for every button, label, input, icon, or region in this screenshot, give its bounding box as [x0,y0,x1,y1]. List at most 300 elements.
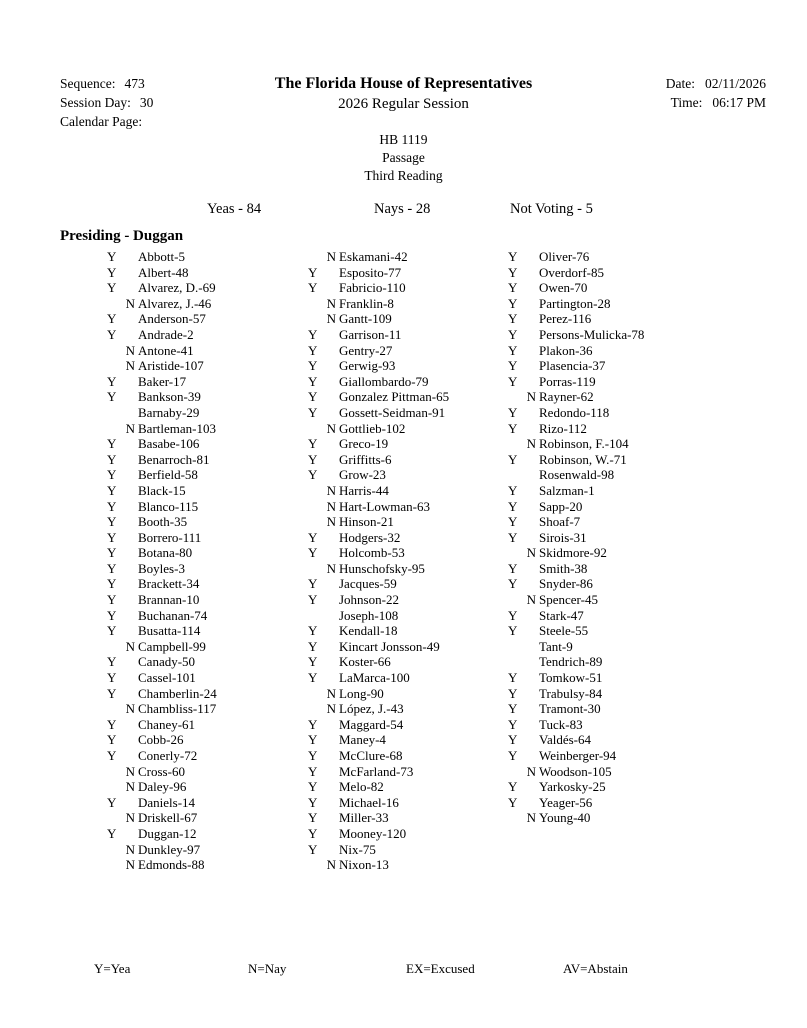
vote-row [308,265,449,281]
vote-letter: Y [508,607,518,623]
member-name: Rayner-62 [539,389,594,405]
vote-row [308,467,449,483]
calendar-page-label: Calendar Page: [60,114,143,129]
legend-yea: Y=Yea [94,961,131,976]
vote-row [107,249,217,265]
member-name: Fabricio-110 [339,280,406,296]
vote-letter: Y [107,716,117,732]
vote-row [107,265,217,281]
legend-abstain: AV=Abstain [563,961,628,976]
vote-row [508,561,644,577]
member-name: LaMarca-100 [339,670,410,686]
sequence-label: Sequence: [60,76,116,91]
vote-row [107,296,217,312]
vote-row [508,374,644,390]
member-name: Smith-38 [539,560,588,576]
member-name: Chaney-61 [138,716,196,732]
vote-letter: Y [308,779,318,795]
vote-row [508,311,644,327]
vote-row [107,826,217,842]
member-name: Esposito-77 [339,264,402,280]
vote-letter: Y [107,326,117,342]
vote-letter: Y [508,451,518,467]
vote-letter: Y [308,373,318,389]
vote-row [107,561,217,577]
vote-row [308,561,449,577]
vote-letter: Y [107,825,117,841]
vote-letter: Y [308,404,318,420]
vote-row [107,389,217,405]
vote-letter: N [125,701,135,717]
vote-row [308,249,449,265]
vote-letter: Y [508,716,518,732]
vote-letter: Y [107,498,117,514]
vote-row [308,576,449,592]
date-label: Date: [665,76,695,91]
vote-letter: Y [107,607,117,623]
vote-letter: N [526,545,536,561]
vote-row [107,576,217,592]
member-name: Brannan-10 [138,592,200,608]
vote-letter: Y [508,732,518,748]
member-name: Valdés-64 [539,732,591,748]
member-name: Grow-23 [339,467,386,483]
vote-row [308,701,449,717]
member-name: Robinson, F.-104 [539,436,629,452]
member-name: Rosenwald-98 [539,467,615,483]
member-name: Sirois-31 [539,529,587,545]
vote-letter: N [125,358,135,374]
vote-letter: N [125,779,135,795]
member-name: Melo-82 [339,779,384,795]
member-name: Bankson-39 [138,389,201,405]
vote-letter: Y [308,716,318,732]
vote-letter: Y [508,685,518,701]
vote-letter: N [125,841,135,857]
member-name: Antone-41 [138,342,194,358]
session-day-value: 30 [139,95,154,110]
vote-row [308,810,449,826]
vote-letter: Y [107,280,117,296]
vote-row [508,467,644,483]
member-name: Jacques-59 [339,576,397,592]
vote-letter: Y [308,638,318,654]
vote-letter: Y [508,482,518,498]
vote-letter: Y [107,545,117,561]
nays-total: Nays - 28 [374,201,431,217]
member-name: Anderson-57 [138,311,206,327]
vote-letter: N [326,420,336,436]
vote-letter: N [125,638,135,654]
member-name: Black-15 [138,482,186,498]
vote-row [508,483,644,499]
vote-letter: Y [308,623,318,639]
vote-letter: Y [508,576,518,592]
member-name: Weinberger-94 [539,748,617,763]
vote-row [308,389,449,405]
member-name: Tramont-30 [539,701,601,717]
member-name: Boyles-3 [138,560,185,576]
vote-row [107,857,217,873]
vote-letter: N [125,857,135,873]
member-name: Redondo-118 [539,404,610,420]
vote-row [308,530,449,546]
vote-letter: Y [508,779,518,795]
vote-row [107,623,217,639]
member-name: Skidmore-92 [539,545,607,561]
member-name: Cassel-101 [138,670,196,686]
vote-row [508,405,644,421]
vote-letter: Y [107,560,117,576]
member-name: Shoaf-7 [539,514,581,530]
vote-row [508,795,644,811]
vote-letter: Y [107,794,117,810]
member-name: Tant-9 [539,638,573,654]
member-name: Giallombardo-79 [339,373,429,389]
vote-row [308,764,449,780]
member-name: López, J.-43 [339,701,404,717]
time-line [666,93,766,112]
bill-block [0,131,807,185]
vote-row [107,592,217,608]
vote-row [107,670,217,686]
vote-letter: N [526,763,536,779]
vote-row [308,795,449,811]
vote-row [107,639,217,655]
vote-letter: Y [308,264,318,280]
member-name: Basabe-106 [138,436,200,452]
time-label: Time: [670,95,703,110]
vote-row [308,639,449,655]
page-title: The Florida House of Representatives [274,75,533,92]
yeas-total: Yeas - 84 [207,201,262,217]
vote-letter: N [526,436,536,452]
vote-row [107,374,217,390]
vote-row [308,374,449,390]
vote-row [107,280,217,296]
vote-letter: Y [508,264,518,280]
vote-letter: Y [508,373,518,389]
vote-row [508,436,644,452]
member-name: Aristide-107 [138,358,204,374]
vote-row [508,717,644,733]
vote-row [107,483,217,499]
vote-row [508,810,644,826]
member-name: Gantt-109 [339,311,392,327]
member-name: Duggan-12 [138,825,197,841]
member-name: Garrison-11 [339,326,402,342]
vote-row [508,748,644,764]
member-name: Cobb-26 [138,732,184,748]
vote-row [308,623,449,639]
vote-row [508,452,644,468]
vote-row [308,436,449,452]
member-name: Dunkley-97 [138,841,201,857]
vote-letter: Y [308,467,318,483]
vote-letter: Y [508,420,518,436]
member-name: Salzman-1 [539,482,595,498]
vote-letter: Y [107,373,117,389]
vote-row [308,327,449,343]
vote-row [508,280,644,296]
time-value: 06:17 PM [712,95,766,110]
vote-letter: N [326,498,336,514]
vote-letter: Y [107,670,117,686]
vote-letter: Y [508,794,518,810]
vote-letter: N [125,810,135,826]
member-name: Overdorf-85 [539,264,604,280]
vote-row [308,280,449,296]
vote-row [107,686,217,702]
vote-row [107,748,217,764]
vote-letter: Y [508,280,518,296]
member-name: Young-40 [539,810,591,826]
vote-row [308,483,449,499]
vote-letter: Y [508,529,518,545]
vote-row [308,826,449,842]
member-name: Tendrich-89 [539,654,603,670]
member-name: Kendall-18 [339,623,398,639]
vote-letter: Y [308,732,318,748]
member-name: Maggard-54 [339,716,404,732]
vote-row [508,701,644,717]
vote-letter: Y [308,342,318,358]
member-name: Griffitts-6 [339,451,392,467]
member-name: Plasencia-37 [539,358,606,374]
vote-row [107,311,217,327]
member-name: Benarroch-81 [138,451,210,467]
member-name: Sapp-20 [539,498,583,514]
member-name: Joseph-108 [339,607,399,623]
member-name: Botana-80 [138,545,193,561]
vote-row [107,499,217,515]
date-value: 02/11/2026 [704,76,766,91]
member-name: Gottlieb-102 [339,420,406,436]
vote-row [107,405,217,421]
vote-letter: Y [508,514,518,530]
member-name: Gerwig-93 [339,358,396,374]
vote-letter: Y [308,545,318,561]
member-name: Koster-66 [339,654,391,670]
member-name: Borrero-111 [138,529,202,545]
legend-excused: EX=Excused [406,961,475,976]
vote-row [107,358,217,374]
vote-letter: N [526,810,536,826]
vote-row [308,358,449,374]
member-name: Harris-44 [339,482,389,498]
vote-row [508,249,644,265]
vote-row [107,810,217,826]
member-name: Cross-60 [138,763,185,779]
member-name: Campbell-99 [138,638,206,654]
vote-row [308,343,449,359]
vote-row [508,265,644,281]
vote-row [508,499,644,515]
vote-row [308,670,449,686]
member-name: Brackett-34 [138,576,200,592]
member-name: Mooney-120 [339,825,407,841]
vote-row [308,296,449,312]
vote-row [107,467,217,483]
vote-letter: Y [308,358,318,374]
member-name: Gossett-Seidman-91 [339,404,446,420]
vote-row [308,311,449,327]
vote-row [508,764,644,780]
vote-row [308,608,449,624]
vote-letter: Y [308,451,318,467]
legend-nay: N=Nay [248,961,287,976]
member-name: Maney-4 [339,732,386,748]
member-name: Rizo-112 [539,420,587,436]
member-name: Alvarez, J.-46 [138,295,212,311]
member-name: Chamberlin-24 [138,685,217,701]
member-name: Yarkosky-25 [539,779,606,795]
member-name: Conerly-72 [138,748,198,763]
member-name: Owen-70 [539,280,588,296]
member-name: Hodgers-32 [339,529,401,545]
bill-action: Passage [382,150,425,165]
member-name: Nix-75 [339,841,376,857]
vote-row [107,530,217,546]
vote-letter: N [326,311,336,327]
vote-row [308,499,449,515]
vote-row [308,592,449,608]
vote-row [508,608,644,624]
member-name: Trabulsy-84 [539,685,603,701]
vote-row [308,748,449,764]
vote-row [508,779,644,795]
vote-letter: Y [308,576,318,592]
vote-row [508,545,644,561]
vote-letter: Y [508,748,518,763]
vote-row [308,779,449,795]
vote-letter: Y [107,592,117,608]
vote-letter: Y [308,326,318,342]
vote-row [308,452,449,468]
vote-row [308,421,449,437]
member-name: Buchanan-74 [138,607,208,623]
member-name: Snyder-86 [539,576,593,592]
member-name: Spencer-45 [539,592,598,608]
vote-letter: Y [508,560,518,576]
vote-letter: Y [107,264,117,280]
vote-row [508,654,644,670]
member-name: Holcomb-53 [339,545,405,561]
vote-row [107,732,217,748]
member-name: Alvarez, D.-69 [138,280,216,296]
vote-row [508,592,644,608]
bill-reading: Third Reading [364,168,443,183]
vote-row [107,343,217,359]
vote-column-1 [107,249,217,873]
vote-letter: N [526,389,536,405]
member-name: Barnaby-29 [138,404,200,420]
vote-letter: Y [308,436,318,452]
member-name: Chambliss-117 [138,701,217,717]
vote-letter: Y [308,763,318,779]
vote-row [308,545,449,561]
vote-letter: Y [508,358,518,374]
vote-row [107,514,217,530]
member-name: Gentry-27 [339,342,393,358]
vote-row [308,405,449,421]
member-name: Canady-50 [138,654,196,670]
vote-letter: Y [107,748,117,763]
vote-row [508,623,644,639]
vote-row [107,764,217,780]
member-name: Johnson-22 [339,592,399,608]
member-name: Blanco-115 [138,498,199,514]
member-name: Franklin-8 [339,295,394,311]
vote-row [107,654,217,670]
vote-letter: Y [107,732,117,748]
vote-letter: Y [508,326,518,342]
member-name: McClure-68 [339,748,403,763]
vote-letter: Y [107,467,117,483]
member-name: Woodson-105 [539,763,612,779]
vote-letter: Y [107,311,117,327]
vote-letter: Y [107,482,117,498]
member-name: Busatta-114 [138,623,201,639]
vote-letter: N [125,420,135,436]
vote-letter: Y [107,529,117,545]
vote-letter: Y [308,654,318,670]
vote-letter: Y [508,623,518,639]
vote-row [508,686,644,702]
member-name: Nixon-13 [339,857,389,873]
vote-letter: N [326,560,336,576]
vote-row [107,436,217,452]
member-name: Persons-Mulicka-78 [539,326,645,342]
vote-letter: Y [508,404,518,420]
member-name: Hart-Lowman-63 [339,498,430,514]
member-name: Tuck-83 [539,716,583,732]
vote-column-2 [308,249,449,873]
member-name: Driskell-67 [138,810,198,826]
member-name: Hinson-21 [339,514,394,530]
member-name: Greco-19 [339,436,389,452]
member-name: Perez-116 [539,311,592,327]
vote-letter: Y [107,685,117,701]
vote-letter: Y [107,436,117,452]
member-name: Plakon-36 [539,342,593,358]
vote-letter: Y [508,311,518,327]
vote-letter: Y [308,748,318,763]
vote-letter: N [125,295,135,311]
member-name: McFarland-73 [339,763,414,779]
member-name: Booth-35 [138,514,188,530]
vote-row [107,701,217,717]
session-day-label: Session Day: [60,95,131,110]
vote-row [508,343,644,359]
member-name: Kincart Jonsson-49 [339,638,440,654]
member-name: Berfield-58 [138,467,198,483]
vote-letter: Y [107,654,117,670]
vote-letter: Y [308,389,318,405]
vote-letter: N [326,701,336,717]
session-subtitle: 2026 Regular Session [338,96,469,112]
member-name: Daniels-14 [138,794,196,810]
member-name: Partington-28 [539,295,611,311]
vote-row [107,779,217,795]
vote-row [508,732,644,748]
vote-letter: Y [308,280,318,296]
member-name: Robinson, W.-71 [539,451,627,467]
member-name: Abbott-5 [138,249,185,264]
member-name: Michael-16 [339,794,399,810]
vote-letter: Y [308,592,318,608]
member-name: Long-90 [339,685,384,701]
